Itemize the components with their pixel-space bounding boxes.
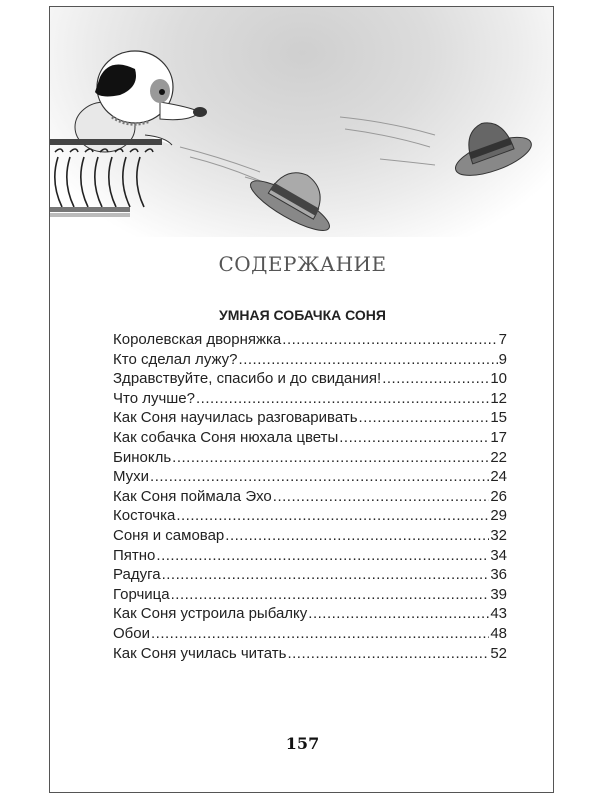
toc-entry <box>113 429 507 449</box>
dot-leader <box>225 527 489 544</box>
dot-leader <box>151 625 489 642</box>
toc-entry <box>113 586 507 606</box>
toc-entry <box>113 605 507 625</box>
toc-entry <box>113 507 507 527</box>
puppy-icon <box>75 51 207 152</box>
toc-entry-page: 7 <box>498 331 507 348</box>
toc-entry-page: 34 <box>490 546 507 564</box>
toc-entry-page: 26 <box>490 487 507 505</box>
dot-leader <box>282 331 497 348</box>
toc-entry <box>113 468 507 488</box>
toc-entry-title: Как Соня устроила рыбалку <box>113 605 308 623</box>
toc-entry-title: Как Соня поймала Эхо <box>113 487 272 505</box>
toc-entry-page: 39 <box>490 585 507 603</box>
table-of-contents <box>113 331 507 664</box>
toc-heading: СОДЕРЖАНИЕ <box>218 252 387 276</box>
toc-entry-page: 43 <box>490 605 507 623</box>
toc-entry-title: Мухи <box>113 468 150 486</box>
dot-leader <box>382 370 489 387</box>
toc-entry-page: 22 <box>490 448 507 466</box>
toc-entry-page: 36 <box>490 566 507 584</box>
dot-leader <box>287 645 489 662</box>
dot-leader <box>339 429 489 446</box>
toc-entry <box>113 566 507 586</box>
toc-entry <box>113 409 507 429</box>
toc-entry-page: 12 <box>490 389 507 407</box>
toc-entry-title: Что лучше? <box>113 389 195 407</box>
toc-entry-title: Здравствуйте, спасибо и до свидания! <box>113 370 382 388</box>
toc-entry <box>113 527 507 547</box>
toc-entry-title: Радуга <box>113 566 161 584</box>
toc-entry <box>113 351 507 371</box>
dot-leader <box>308 605 489 622</box>
toc-entry-title: Как Соня училась читать <box>113 644 287 662</box>
toc-entry <box>113 547 507 567</box>
toc-entry-page: 17 <box>490 428 507 446</box>
toc-entry <box>113 370 507 390</box>
dot-leader <box>171 586 490 603</box>
page-number: 157 <box>285 734 320 753</box>
toc-entry-page: 29 <box>490 507 507 525</box>
toc-entry <box>113 488 507 508</box>
toc-entry-title: Обои <box>113 624 150 642</box>
toc-entry-title: Пятно <box>113 546 156 564</box>
dot-leader <box>196 390 489 407</box>
toc-entry-title: Бинокль <box>113 448 172 466</box>
toc-entry-page: 15 <box>490 409 507 427</box>
toc-entry-page: 52 <box>490 644 507 662</box>
toc-entry <box>113 449 507 469</box>
toc-entry-page: 24 <box>490 468 507 486</box>
toc-entry <box>113 331 507 351</box>
puppy-balcony-hats-illustration <box>50 7 554 237</box>
toc-entry-title: Кто сделал лужу? <box>113 350 238 368</box>
toc-entry-page: 10 <box>490 370 507 388</box>
dot-leader <box>172 449 489 466</box>
toc-entry-page: 48 <box>490 624 507 642</box>
book-page <box>49 6 554 793</box>
toc-entry-page: 9 <box>498 350 507 368</box>
toc-entry-page: 32 <box>490 526 507 544</box>
toc-entry-title: Как собачка Соня нюхала цветы <box>113 428 339 446</box>
section-heading: УМНАЯ СОБАЧКА СОНЯ <box>219 307 386 323</box>
dot-leader <box>359 409 490 426</box>
hat-near-icon <box>245 153 346 237</box>
dot-leader <box>156 547 489 564</box>
dot-leader <box>176 507 489 524</box>
toc-entry-title: Как Соня научилась разговаривать <box>113 409 358 427</box>
header-illustration <box>50 7 554 237</box>
hat-far-icon <box>444 110 536 183</box>
dot-leader <box>273 488 490 505</box>
dot-leader <box>239 351 498 368</box>
toc-entry-title: Косточка <box>113 507 176 525</box>
toc-entry <box>113 625 507 645</box>
toc-entry-title: Соня и самовар <box>113 526 225 544</box>
toc-entry <box>113 390 507 410</box>
toc-entry <box>113 645 507 665</box>
toc-entry-title: Королевская дворняжка <box>113 331 282 348</box>
toc-entry-title: Горчица <box>113 585 170 603</box>
dot-leader <box>162 566 490 583</box>
dot-leader <box>150 468 489 485</box>
